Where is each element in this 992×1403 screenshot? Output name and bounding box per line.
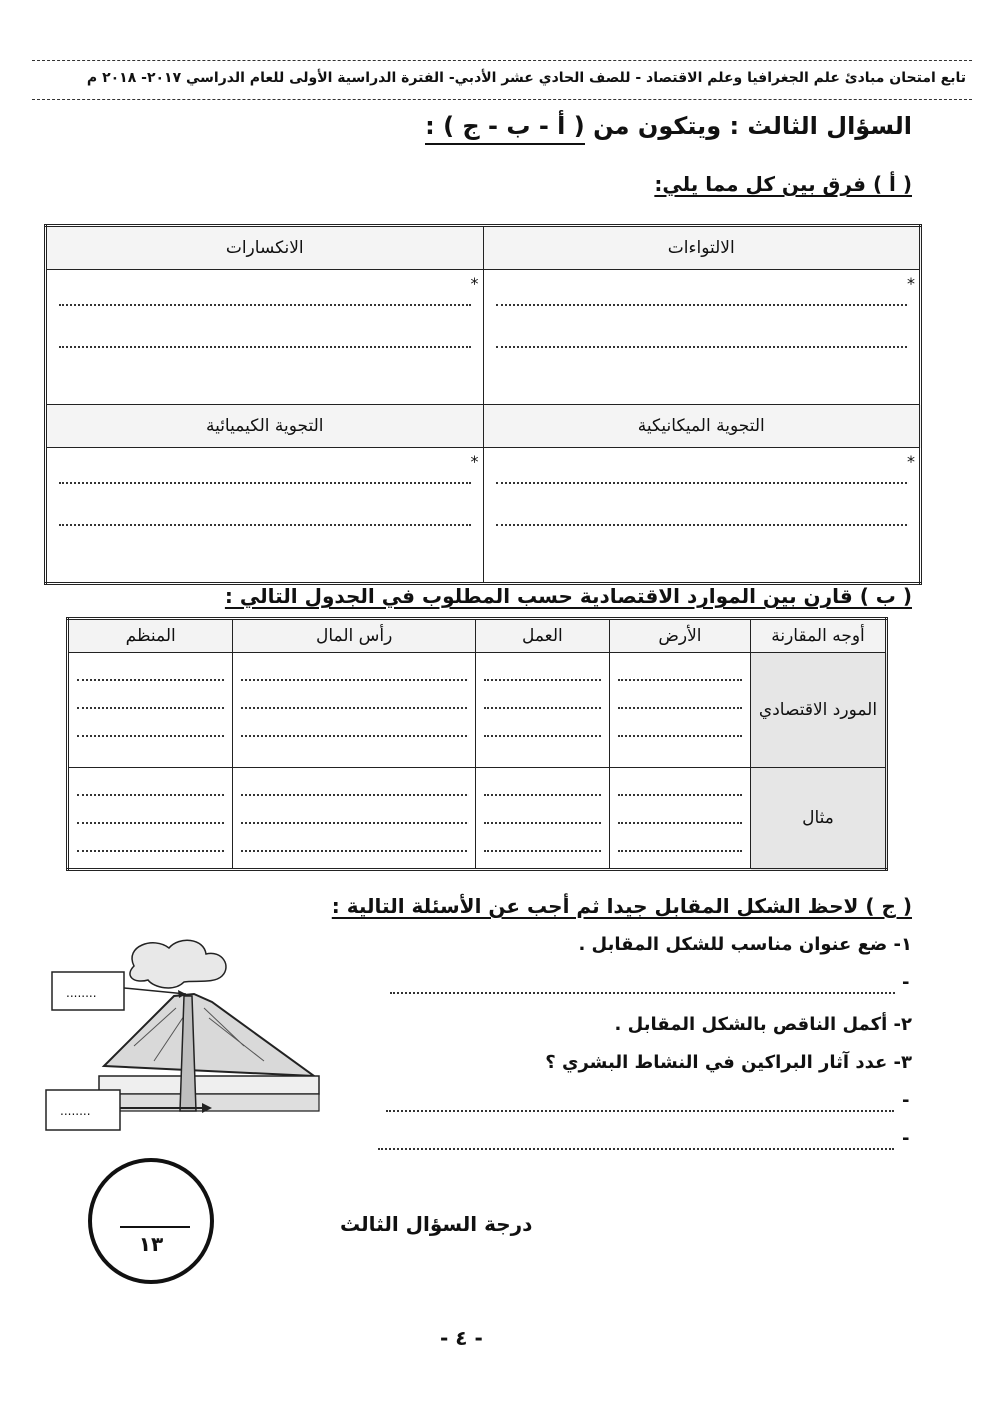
table-header-cell: التجوية الكيميائية xyxy=(46,405,484,448)
grade-label: درجة السؤال الثالث xyxy=(340,1212,533,1236)
answer-cell[interactable] xyxy=(233,768,476,870)
answer-line[interactable] xyxy=(390,990,895,994)
exam-header xyxy=(32,60,972,100)
question-composition: : ويتكون من xyxy=(593,112,740,140)
question-3: ٣- عدد آثار البراكين في النشاط البشري ؟ xyxy=(545,1052,912,1073)
answer-cell[interactable] xyxy=(483,270,921,405)
part-b-heading-text: ( ب ) قارن بين الموارد الاقتصادية حسب المطلوب في الجدول التالي : xyxy=(224,584,912,608)
answer-cell[interactable] xyxy=(483,448,921,584)
answer-cell[interactable] xyxy=(233,653,476,768)
part-a-heading xyxy=(654,172,912,196)
answer-cell[interactable] xyxy=(475,768,609,870)
question-title-label: السؤال الثالث xyxy=(747,112,912,140)
bullet-star: * xyxy=(907,452,915,471)
part-b-heading xyxy=(225,584,912,608)
question-1: ١- ضع عنوان مناسب للشكل المقابل . xyxy=(578,934,912,955)
column-header: رأس المال xyxy=(233,619,476,653)
column-header: العمل xyxy=(475,619,609,653)
answer-cell[interactable] xyxy=(68,768,233,870)
answer-line[interactable] xyxy=(59,452,479,484)
answer-cell[interactable] xyxy=(46,270,484,405)
table-header-cell: التجوية الميكانيكية xyxy=(483,405,921,448)
part-a-heading-text: ( أ ) فرق بين كل مما يلي: xyxy=(654,172,912,196)
column-header: المنظم xyxy=(68,619,233,653)
row-label: المورد الاقتصادي xyxy=(751,653,887,768)
answer-line[interactable] xyxy=(59,320,471,348)
column-header: أوجه المقارنة xyxy=(751,619,887,653)
answer-cell[interactable] xyxy=(46,448,484,584)
answer-line[interactable] xyxy=(386,1108,894,1112)
question-2: ٢- أكمل الناقص بالشكل المقابل . xyxy=(614,1014,912,1035)
differentiate-table xyxy=(44,224,922,585)
bullet-star: * xyxy=(470,274,479,293)
dash: - xyxy=(902,972,910,993)
answer-cell[interactable] xyxy=(609,768,750,870)
label-box-bottom[interactable]: ........ xyxy=(60,1104,91,1118)
part-c-heading-text: ( ج ) لاحظ الشكل المقابل جيدا ثم أجب عن الأسئلة التالية : xyxy=(331,894,912,918)
bullet-star: * xyxy=(470,452,479,471)
answer-cell[interactable] xyxy=(475,653,609,768)
part-c-heading xyxy=(332,894,912,918)
answer-line[interactable] xyxy=(59,274,479,306)
dash: - xyxy=(902,1090,910,1111)
exam-header-text: تابع امتحان مبادئ علم الجغرافيا وعلم الاقتصاد - للصف الحادي عشر الأدبي- الفترة الدراسية الأولى للعام الدراسي ٢٠١٧- ٢٠١٨ م xyxy=(86,70,966,86)
grade-divider xyxy=(120,1226,190,1228)
question-parts: ( أ - ب - ج ) : xyxy=(425,112,585,145)
page-number: - ٤ - xyxy=(440,1326,483,1350)
column-header: الأرض xyxy=(609,619,750,653)
table-header-cell: الالتواءات xyxy=(483,226,921,270)
answer-line[interactable] xyxy=(496,498,908,526)
answer-cell[interactable] xyxy=(609,653,750,768)
grade-circle xyxy=(88,1158,214,1284)
table-header-cell: الانكسارات xyxy=(46,226,484,270)
question-title xyxy=(425,112,912,140)
answer-line[interactable] xyxy=(378,1146,894,1150)
volcano-figure xyxy=(44,936,334,1136)
answer-line[interactable] xyxy=(59,498,471,526)
bullet-star: * xyxy=(907,274,915,293)
answer-line[interactable] xyxy=(496,452,915,484)
row-label: مثال xyxy=(751,768,887,870)
dash: - xyxy=(902,1128,910,1149)
answer-line[interactable] xyxy=(496,320,908,348)
grade-total: ١٣ xyxy=(138,1232,164,1256)
answer-cell[interactable] xyxy=(68,653,233,768)
label-box-top[interactable]: ........ xyxy=(66,986,97,1000)
answer-line[interactable] xyxy=(496,274,915,306)
compare-table xyxy=(66,617,888,871)
